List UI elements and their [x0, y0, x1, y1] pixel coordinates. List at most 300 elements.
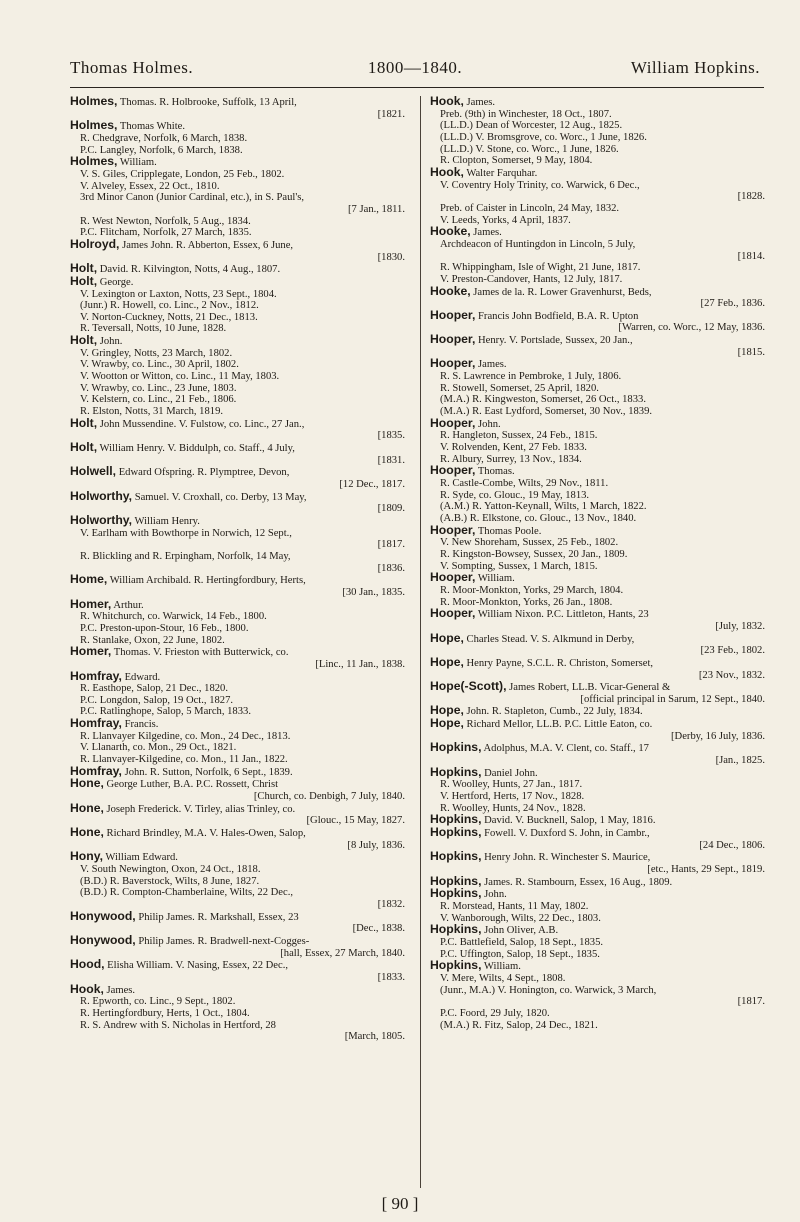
entry-line: R. Hangleton, Sussex, 24 Feb., 1815.	[440, 430, 598, 442]
entry-line: V. Leeds, Yorks, 4 April, 1837.	[440, 214, 571, 226]
entry-text: George Luther, B.A. P.C. Rossett, Christ	[103, 779, 279, 791]
entry-text: David. R. Kilvington, Notts, 4 Aug., 1807.	[97, 264, 281, 276]
entry-continuation: [Glouc., 15 May, 1827.	[306, 815, 405, 827]
entry	[70, 273, 405, 335]
entry-line: (A.B.) R. Elkstone, co. Glouc., 13 Nov., 1840.	[440, 512, 637, 524]
entry-text: William.	[481, 961, 521, 973]
entry-line: V. Coventry Holy Trinity, co. Warwick, 6 Dec.,	[440, 179, 640, 191]
entry	[70, 442, 405, 466]
entry-line: R. Morstead, Hants, 11 May, 1802.	[440, 900, 589, 912]
entry-continuation: [12 Dec., 1817.	[339, 479, 405, 490]
entry-line: V. New Shoreham, Sussex, 25 Feb., 1802.	[440, 537, 619, 549]
entry-line: R. Llanvayer Kilgedine, co. Mon., 24 Dec., 1813.	[80, 730, 291, 742]
header-right: William Hopkins.	[630, 58, 760, 77]
entry-surname: Hope,	[430, 716, 464, 731]
entry-first-line	[430, 226, 765, 239]
entry-text: Thomas. V. Frieston with Butterwick, co.	[111, 647, 289, 659]
entry-continuation: [1832.	[377, 898, 405, 910]
entry-text: Thomas.	[475, 466, 515, 478]
entry-surname: Hone,	[70, 800, 104, 815]
entry-line: V. Llanarth, co. Mon., 29 Oct., 1821.	[80, 742, 237, 754]
entry-text: Edward.	[121, 671, 161, 683]
entry-line: V. Mere, Wilts, 4 Sept., 1808.	[440, 972, 566, 984]
entry	[430, 960, 765, 1031]
entry-surname: Hooper,	[430, 570, 476, 585]
entry-line: (B.D.) R. Baverstock, Wilts, 8 June, 1827.	[80, 875, 260, 887]
entry-text: William.	[117, 157, 157, 169]
entry-line: P.C. Langley, Norfolk, 6 March, 1838.	[80, 144, 243, 156]
entry	[430, 888, 765, 924]
entry	[70, 466, 405, 490]
entry-line: P.C. Ratlinghope, Salop, 5 March, 1833.	[80, 706, 251, 718]
entry-line: (Junr., M.A.) V. Honington, co. Warwick, 3 March,	[440, 984, 657, 996]
entry-text: James.	[470, 227, 502, 239]
entry-continuation: [1815.	[737, 346, 765, 358]
entry-line: R. Epworth, co. Linc., 9 Sept., 1802.	[80, 996, 236, 1008]
entry-line: P.C. Foord, 29 July, 1820.	[440, 1007, 550, 1019]
entry-surname: Holmes,	[70, 118, 118, 133]
entry-text: James Robert, LL.B. Vicar-General &	[506, 682, 671, 694]
entry-continuation: [1809.	[377, 503, 405, 515]
entry-surname: Hooper,	[430, 415, 476, 430]
entry-first-line	[70, 96, 405, 109]
entry-line: (M.A.) R. East Lydford, Somerset, 30 Nov., 1839.	[440, 406, 653, 418]
entry-first-line	[70, 466, 405, 479]
entry-text: George.	[97, 276, 134, 288]
entry	[430, 415, 765, 466]
entry-text: John.	[481, 889, 507, 901]
entry	[70, 415, 405, 442]
entry-line: R. S. Andrew with S. Nicholas in Hertford, 28	[80, 1019, 276, 1031]
entry	[70, 668, 405, 719]
entry-surname: Homfray,	[70, 668, 122, 683]
entry-first-line	[70, 442, 405, 455]
entry	[70, 512, 405, 574]
entry	[430, 226, 765, 285]
entry-line: (LL.D.) V. Stone, co. Worc., 1 June, 1826.	[440, 143, 619, 155]
entry-first-line	[430, 415, 765, 431]
entry-continuation: [23 Feb., 1802.	[700, 645, 765, 657]
entry-continuation: [Church, co. Denbigh, 7 July, 1840.	[253, 791, 405, 803]
entry-line: (LL.D.) V. Bromsgrove, co. Worc., 1 June, 1826.	[440, 131, 647, 143]
entry-first-line	[430, 827, 765, 840]
entry-line: R. Easthope, Salop, 21 Dec., 1820.	[80, 683, 228, 695]
entry-line: V. Wrawby, co. Linc., 23 June, 1803.	[80, 382, 237, 394]
entry-surname: Hook,	[430, 94, 464, 108]
entry-first-line	[430, 718, 765, 731]
entry-continuation: [1821.	[377, 108, 405, 120]
entry-line: V. Hertford, Herts, 17 Nov., 1828.	[440, 791, 585, 803]
entry-line: R. Kingston-Bowsey, Sussex, 20 Jan., 1809.	[440, 548, 628, 560]
entry-first-line	[430, 851, 765, 864]
entry-line: R. Teversall, Notts, 10 June, 1828.	[80, 323, 227, 335]
entry	[430, 96, 765, 167]
entry-surname: Hooke,	[430, 283, 471, 298]
entry-surname: Hooper,	[430, 463, 476, 478]
entry	[430, 764, 765, 815]
entry-line: V. Gringley, Notts, 23 March, 1802.	[80, 347, 233, 359]
entry-text: Charles Stead. V. S. Alkmund in Derby,	[463, 633, 635, 645]
entry	[70, 718, 405, 766]
entry-surname: Hooper,	[430, 522, 476, 537]
entry	[70, 236, 405, 263]
entry-surname: Holwell,	[70, 464, 117, 479]
entry-text: Elisha William. V. Nasing, Essex, 22 Dec.,	[104, 960, 289, 972]
entry	[430, 705, 765, 718]
entry-line: (Junr.) R. Howell, co. Linc., 2 Nov., 1812.	[80, 300, 259, 312]
entry-surname: Hopkins,	[430, 922, 482, 937]
entry-surname: Holt,	[70, 333, 98, 348]
entry	[430, 654, 765, 681]
entry-text: Richard Brindley, M.A. V. Hales-Owen, Salop,	[103, 828, 306, 840]
entry	[430, 283, 765, 310]
entry-surname: Home,	[70, 572, 108, 587]
entry-text: Adolphus, M.A. V. Clent, co. Staff., 17	[481, 743, 649, 755]
entry-text: William Edward.	[102, 852, 178, 864]
entry-surname: Hopkins,	[430, 812, 482, 827]
entry-first-line	[430, 764, 765, 780]
entry-first-line	[430, 164, 765, 180]
entry-continuation: [1817.	[377, 539, 405, 551]
entry	[70, 778, 405, 802]
entry-surname: Hooper,	[430, 332, 476, 347]
entry-first-line	[70, 718, 405, 731]
entry-continuation: [Jan., 1825.	[715, 755, 765, 767]
entry	[70, 908, 405, 935]
entry	[70, 959, 405, 983]
entry-text: James.	[463, 97, 496, 108]
entry-text: James John. R. Abberton, Essex, 6 June,	[119, 239, 294, 251]
entry-text: John Oliver, A.B.	[481, 925, 559, 937]
entry-continuation: [1817.	[737, 996, 765, 1008]
entry-line: V. Lexington or Laxton, Notts, 23 Sept., 1804.	[80, 288, 277, 300]
entry-continuation: [Dec., 1838.	[352, 923, 405, 935]
entry-first-line	[70, 512, 405, 528]
entry-first-line	[430, 96, 765, 109]
entry-first-line	[430, 630, 765, 646]
entry	[430, 465, 765, 524]
entry-surname: Hooper,	[430, 307, 476, 322]
entry-first-line	[430, 742, 765, 755]
entry	[70, 763, 405, 779]
entry-line: V. Sompting, Sussex, 1 March, 1815.	[440, 560, 598, 572]
entry-text: William.	[475, 573, 515, 585]
entry	[430, 630, 765, 657]
entry-continuation: [1830.	[377, 251, 405, 263]
entry-first-line	[70, 488, 405, 504]
entry-line: R. Elston, Notts, 31 March, 1819.	[80, 406, 224, 418]
entry-line: R. Castle-Combe, Wilts, 29 Nov., 1811.	[440, 478, 609, 489]
entry-line: (B.D.) R. Compton-Chamberlaine, Wilts, 22 Dec.,	[80, 887, 293, 899]
entry-text: Henry Payne, S.C.L. R. Christon, Somerset,	[463, 657, 654, 669]
entry	[430, 681, 765, 705]
entry-line: V. Wrawby, co. Linc., 30 April, 1802.	[80, 359, 239, 371]
entry-continuation: [24 Dec., 1806.	[699, 839, 765, 851]
entry-line: R. Clopton, Somerset, 9 May, 1804.	[440, 155, 593, 167]
entry-first-line	[70, 827, 405, 840]
entry-text: Philip James. R. Bradwell-next-Cogges-	[135, 935, 310, 947]
entry-text: James de la. R. Lower Gravenhurst, Beds,	[470, 286, 652, 298]
page-number: [ 90 ]	[381, 1194, 419, 1213]
entry-first-line	[70, 646, 405, 659]
entry-line: P.C. Uffington, Salop, 18 Sept., 1835.	[440, 948, 600, 960]
entry-surname: Holworthy,	[70, 512, 133, 527]
entry-first-line	[70, 236, 405, 252]
entry-first-line	[70, 908, 405, 924]
entry	[70, 574, 405, 598]
entry-line: P.C. Longdon, Salop, 19 Oct., 1827.	[80, 694, 234, 706]
entry-surname: Honywood,	[70, 932, 136, 947]
entry	[70, 335, 405, 418]
entry-line: P.C. Battlefield, Salop, 18 Sept., 1835.	[440, 936, 604, 948]
entry-surname: Honywood,	[70, 908, 136, 923]
entry-line: R. Chedgrave, Norfolk, 6 March, 1838.	[80, 132, 248, 144]
entry-first-line	[70, 263, 405, 276]
entry-continuation: [Warren, co. Worc., 12 May, 1836.	[618, 322, 765, 334]
entry-continuation: [30 Jan., 1835.	[342, 586, 405, 598]
entry-first-line	[70, 851, 405, 864]
entry-line: R. Stanlake, Oxon, 22 June, 1802.	[80, 634, 225, 646]
entry	[70, 851, 405, 910]
entry-line: R. Woolley, Hunts, 27 Jan., 1817.	[440, 779, 583, 791]
entry-first-line	[70, 778, 405, 791]
entry-continuation: [23 Nov., 1832.	[698, 669, 765, 681]
entry-surname: Hopkins,	[430, 886, 482, 901]
entry-first-line	[430, 888, 765, 901]
entry-line: V. Rolvenden, Kent, 27 Feb. 1833.	[440, 442, 587, 454]
entry-line: R. Syde, co. Glouc., 19 May, 1813.	[440, 489, 590, 501]
entry-surname: Hope,	[430, 703, 464, 718]
entry-first-line	[430, 654, 765, 670]
entry-continuation: [1831.	[377, 454, 405, 466]
entry-line: R. Llanvayer-Kilgedine, co. Mon., 11 Jan., 1822.	[80, 754, 288, 766]
entry-surname: Hony,	[70, 849, 103, 864]
entry-surname: Hood,	[70, 957, 105, 972]
entry-surname: Homer,	[70, 596, 112, 611]
entry-text: Philip James. R. Markshall, Essex, 23	[135, 911, 299, 923]
entry-line: V. South Newington, Oxon, 24 Oct., 1818.	[80, 864, 261, 875]
entry-continuation: [1836.	[377, 562, 405, 574]
entry-first-line	[430, 334, 765, 347]
entry	[70, 596, 405, 647]
entry-surname: Hone,	[70, 776, 104, 791]
entry-line: V. Earlham with Bowthorpe in Norwich, 12 Sept.,	[80, 527, 292, 539]
entry-surname: Hook,	[430, 164, 464, 179]
entry-line: Archdeacon of Huntingdon in Lincoln, 5 July,	[440, 238, 636, 250]
entry-first-line	[70, 800, 405, 816]
entry	[70, 96, 405, 120]
entry-text: William Nixon. P.C. Littleton, Hants, 23	[475, 609, 649, 621]
running-header	[70, 58, 760, 86]
entry-text: Francis John Bodfield, B.A. R. Upton	[475, 310, 639, 322]
right-column	[430, 96, 765, 1031]
entry-text: John. R. Sutton, Norfolk, 6 Sept., 1839.	[121, 766, 293, 778]
entry	[70, 646, 405, 670]
entry	[430, 164, 765, 226]
entry	[430, 851, 765, 875]
entry-surname: Hone,	[70, 825, 104, 840]
entry-line: (LL.D.) Dean of Worcester, 12 Aug., 1825.	[440, 120, 623, 132]
entry-line: P.C. Flitcham, Norfolk, 27 March, 1835.	[80, 227, 252, 239]
entry-line: (M.A.) R. Kingweston, Somerset, 26 Oct., 1833.	[440, 394, 646, 406]
entry-text: Joseph Frederick. V. Tirley, alias Trinley, co.	[103, 803, 296, 815]
entry-text: William Henry. V. Biddulph, co. Staff., 4 July,	[97, 443, 295, 455]
entry-line: V. Preston-Candover, Hants, 12 July, 1817.	[440, 273, 623, 285]
entry-first-line	[70, 156, 405, 169]
entry-text: William Henry.	[132, 515, 200, 527]
entry-continuation: [27 Feb., 1836.	[700, 298, 765, 310]
entry-surname: Hook,	[70, 981, 104, 996]
entry	[430, 718, 765, 742]
entry	[430, 608, 765, 632]
entry-line: 3rd Minor Canon (Junior Cardinal, etc.), in S. Paul's,	[80, 192, 305, 204]
entry-text: James. R. Stambourn, Essex, 16 Aug., 1809.	[481, 876, 673, 888]
entry-text: John. R. Stapleton, Cumb., 22 July, 1834.	[463, 706, 643, 718]
entry-line: R. Albury, Surrey, 13 Nov., 1834.	[440, 453, 582, 465]
entry-first-line	[430, 358, 765, 371]
entry-line: V. S. Giles, Cripplegate, London, 25 Feb., 1802.	[80, 168, 285, 180]
entry-text: Samuel. V. Croxhall, co. Derby, 13 May,	[132, 491, 307, 503]
entry-first-line	[430, 465, 765, 478]
entry-surname: Hopkins,	[430, 740, 482, 755]
entry-continuation: [1835.	[377, 430, 405, 442]
entry-first-line	[430, 283, 765, 299]
entry	[70, 120, 405, 156]
entry-line: R. Stowell, Somerset, 25 April, 1820.	[440, 382, 599, 394]
entry-first-line	[430, 681, 765, 694]
entry-line: R. Whitchurch, co. Warwick, 14 Feb., 1800.	[80, 611, 267, 623]
entry	[430, 358, 765, 417]
header-left: Thomas Holmes.	[70, 58, 194, 77]
entry-text: Daniel John.	[481, 767, 538, 779]
entry-line: R. Hertingfordbury, Herts, 1 Oct., 1804.	[80, 1007, 250, 1019]
entry-first-line	[70, 596, 405, 612]
entry	[70, 827, 405, 851]
entry-surname: Hope,	[430, 654, 464, 669]
entry-continuation: [March, 1805.	[344, 1031, 405, 1043]
entry-text: Edward Ofspring. R. Plymptree, Devon,	[116, 467, 290, 479]
entry-continuation: [Derby, 16 July, 1836.	[671, 730, 765, 742]
entry-text: Fowell. V. Duxford S. John, in Cambr.,	[481, 828, 650, 840]
entry	[70, 800, 405, 827]
entry-first-line	[70, 668, 405, 684]
entry	[430, 924, 765, 960]
entry	[430, 522, 765, 573]
entry-line: R. Moor-Monkton, Yorks, 29 March, 1804.	[440, 584, 624, 596]
entry-surname: Holt,	[70, 440, 98, 455]
entry-surname: Hopkins,	[430, 849, 482, 864]
entry-surname: Hooper,	[430, 606, 476, 621]
entry	[430, 742, 765, 766]
entry-line: (M.A.) R. Fitz, Salop, 24 Dec., 1821.	[440, 1019, 598, 1031]
entry-first-line	[430, 572, 765, 585]
header-rule	[70, 87, 764, 88]
entry-line: (A.M.) R. Yatton-Keynall, Wilts, 1 March, 1822.	[440, 501, 647, 513]
entry-surname: Holmes,	[70, 154, 118, 169]
entry-surname: Homfray,	[70, 763, 122, 778]
entry	[430, 334, 765, 358]
entry-text: Henry John. R. Winchester S. Maurice,	[481, 852, 651, 864]
entry-line: R. West Newton, Norfolk, 5 Aug., 1834.	[80, 215, 251, 227]
entry-surname: Hooke,	[430, 224, 471, 239]
entry-first-line	[70, 574, 405, 587]
entry	[430, 572, 765, 608]
entry-first-line	[430, 307, 765, 323]
entry-first-line	[70, 273, 405, 289]
entry-surname: Holt,	[70, 273, 98, 288]
entry	[70, 263, 405, 276]
entry-line: R. Woolley, Hunts, 24 Nov., 1828.	[440, 802, 586, 814]
entry-continuation: [1814.	[737, 250, 765, 262]
entry-first-line	[430, 924, 765, 937]
entry-continuation: [8 July, 1836.	[347, 839, 405, 851]
entry-surname: Hooper,	[430, 356, 476, 371]
entry-line: V. Alveley, Essex, 22 Oct., 1810.	[80, 180, 220, 192]
entry-first-line	[70, 335, 405, 348]
entry-line: R. S. Lawrence in Pembroke, 1 July, 1806.	[440, 371, 622, 383]
entry-surname: Holworthy,	[70, 488, 133, 503]
entry-first-line	[430, 608, 765, 621]
entry-text: Thomas. R. Holbrooke, Suffolk, 13 April,	[117, 97, 297, 108]
entry-surname: Hope,	[430, 630, 464, 645]
entry-text: David. V. Bucknell, Salop, 1 May, 1816.	[481, 815, 656, 827]
entry-surname: Holt,	[70, 261, 98, 276]
entry-line: Preb. (9th) in Winchester, 18 Oct., 1807.	[440, 108, 612, 120]
entry-line: V. Wanborough, Wilts, 22 Dec., 1803.	[440, 912, 601, 924]
entry-continuation: [etc., Hants, 29 Sept., 1819.	[647, 864, 765, 875]
entry	[430, 827, 765, 851]
entry-line: P.C. Preston-upon-Stour, 16 Feb., 1800.	[80, 622, 249, 634]
entry-surname: Hope(-Scott),	[430, 679, 507, 694]
entry-continuation: [hall, Essex, 27 March, 1840.	[280, 947, 405, 959]
entry-continuation: [1828.	[737, 191, 765, 203]
entry-continuation: [Linc., 11 Jan., 1838.	[315, 658, 405, 670]
entry-surname: Holroyd,	[70, 236, 120, 251]
entry-text: John.	[97, 336, 123, 348]
entry-line: V. Kelstern, co. Linc., 21 Feb., 1806.	[80, 394, 237, 406]
entry	[70, 932, 405, 959]
entry-first-line	[70, 415, 405, 431]
entry-first-line	[430, 522, 765, 538]
entry-text: Francis.	[121, 719, 159, 731]
entry-surname: Homer,	[70, 644, 112, 659]
entry-line: R. Blickling and R. Erpingham, Norfolk, 14 May,	[80, 550, 291, 562]
entry	[70, 156, 405, 239]
entry-first-line	[70, 981, 405, 997]
entry-continuation: [official principal in Sarum, 12 Sept., 1840.	[580, 693, 765, 705]
entry-line: R. Whippingham, Isle of Wight, 21 June, 1817.	[440, 262, 641, 274]
entry-continuation: [7 Jan., 1811.	[348, 203, 405, 215]
entry-continuation: [July, 1832.	[715, 620, 765, 632]
entry-text: Thomas White.	[117, 121, 185, 133]
entry-text: John.	[475, 418, 501, 430]
entry-text: Arthur.	[111, 599, 144, 611]
entry-surname: Hopkins,	[430, 764, 482, 779]
entry-text: William Archibald. R. Hertingfordbury, Herts,	[107, 575, 306, 587]
entry-line: V. Norton-Cuckney, Notts, 21 Dec., 1813.	[80, 311, 258, 323]
entry-surname: Hopkins,	[430, 873, 482, 888]
entry-surname: Hopkins,	[430, 825, 482, 840]
entry-line: R. Moor-Monkton, Yorks, 26 Jan., 1808.	[440, 596, 613, 608]
entry-text: Richard Mellor, LL.B. P.C. Little Eaton, co.	[463, 719, 653, 731]
header-center: 1800—1840.	[367, 58, 463, 77]
entry-first-line	[430, 705, 765, 718]
entry	[70, 981, 405, 1043]
left-column	[70, 96, 405, 1043]
entry-surname: Hopkins,	[430, 958, 482, 973]
entry-text: James.	[475, 359, 507, 371]
entry-first-line	[70, 120, 405, 133]
